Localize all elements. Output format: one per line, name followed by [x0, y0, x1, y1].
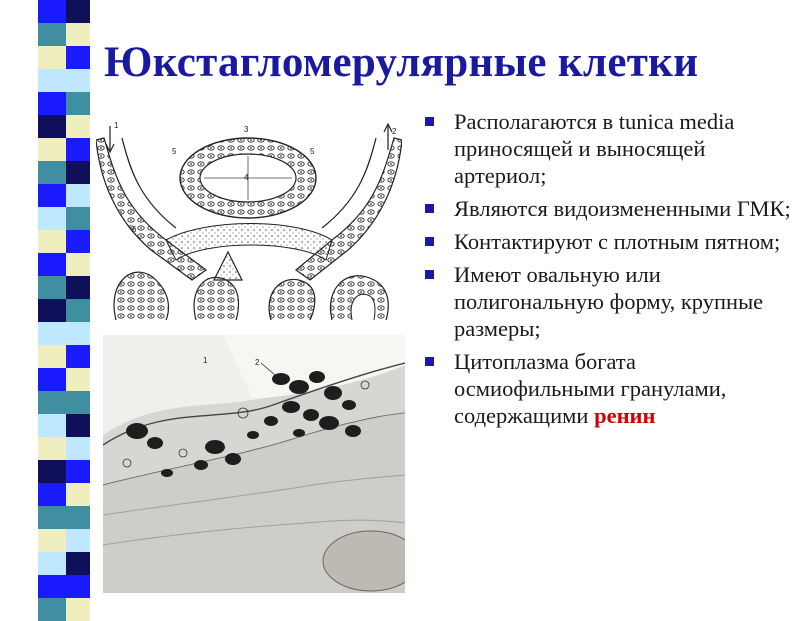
stripe-segment	[66, 575, 90, 598]
square-bullet-icon	[425, 270, 434, 279]
square-bullet-icon	[425, 117, 434, 126]
stripe-segment	[66, 437, 90, 460]
stripe-segment	[66, 207, 90, 230]
stripe-segment	[66, 23, 90, 46]
electron-micrograph-figure	[103, 335, 405, 593]
histology-diagram-icon	[96, 120, 402, 320]
diagram-label: 4	[244, 173, 249, 182]
diagram-label: 6	[132, 225, 137, 234]
stripe-segment	[66, 115, 90, 138]
stripe-segment	[66, 299, 90, 322]
diagram-label: 3	[244, 125, 249, 134]
stripe-segment	[66, 460, 90, 483]
diagram-label: 1	[114, 121, 119, 130]
bullet-item	[424, 348, 796, 429]
stripe-segment	[66, 161, 90, 184]
bullet-item	[424, 228, 796, 255]
stripe-segment	[66, 552, 90, 575]
stripe-segment	[66, 483, 90, 506]
stripe-segment	[66, 230, 90, 253]
bullet-text: Цитоплазма богата осмиофильными гранулами, содержащими	[454, 349, 727, 428]
stripe-segment	[66, 92, 90, 115]
stripe-segment	[66, 276, 90, 299]
decorative-stripe-bar	[0, 0, 92, 600]
stripe-segment	[66, 69, 90, 92]
stripe-segment	[66, 414, 90, 437]
stripe-segment	[66, 46, 90, 69]
bullet-text: Являются видоизмененными ГМК;	[454, 196, 791, 221]
highlighted-term: ренин	[594, 403, 656, 428]
stripe-segment	[66, 391, 90, 414]
stripe-segment	[66, 138, 90, 161]
stripe-segment	[66, 184, 90, 207]
stripe-segment	[66, 529, 90, 552]
bullet-text: Имеют овальную или полигональную форму, крупные размеры;	[454, 262, 764, 341]
micrograph-label: 2	[255, 358, 260, 367]
stripe-segment	[66, 322, 90, 345]
stripe-segment	[66, 598, 90, 621]
histology-diagram-figure	[96, 120, 402, 320]
slide-title: Юкстагломерулярные клетки	[104, 39, 699, 86]
diagram-label: 5	[172, 147, 177, 156]
diagram-label: 5	[310, 147, 315, 156]
bullet-list	[424, 108, 796, 435]
square-bullet-icon	[425, 357, 434, 366]
bullet-text: Располагаются в tunica media приносящей и выносящей артериол;	[454, 109, 735, 188]
diagram-label: 2	[392, 127, 397, 136]
stripe-segment	[66, 506, 90, 529]
bullet-item	[424, 195, 796, 222]
stripe-column-right	[66, 0, 90, 600]
bullet-item	[424, 261, 796, 342]
micrograph-label: 1	[203, 356, 208, 365]
bullet-item	[424, 108, 796, 189]
bullet-text: Контактируют с плотным пятном;	[454, 229, 781, 254]
square-bullet-icon	[425, 237, 434, 246]
electron-micrograph-icon	[103, 335, 405, 593]
stripe-segment	[66, 345, 90, 368]
square-bullet-icon	[425, 204, 434, 213]
stripe-segment	[66, 368, 90, 391]
stripe-segment	[66, 0, 90, 23]
stripe-segment	[66, 253, 90, 276]
